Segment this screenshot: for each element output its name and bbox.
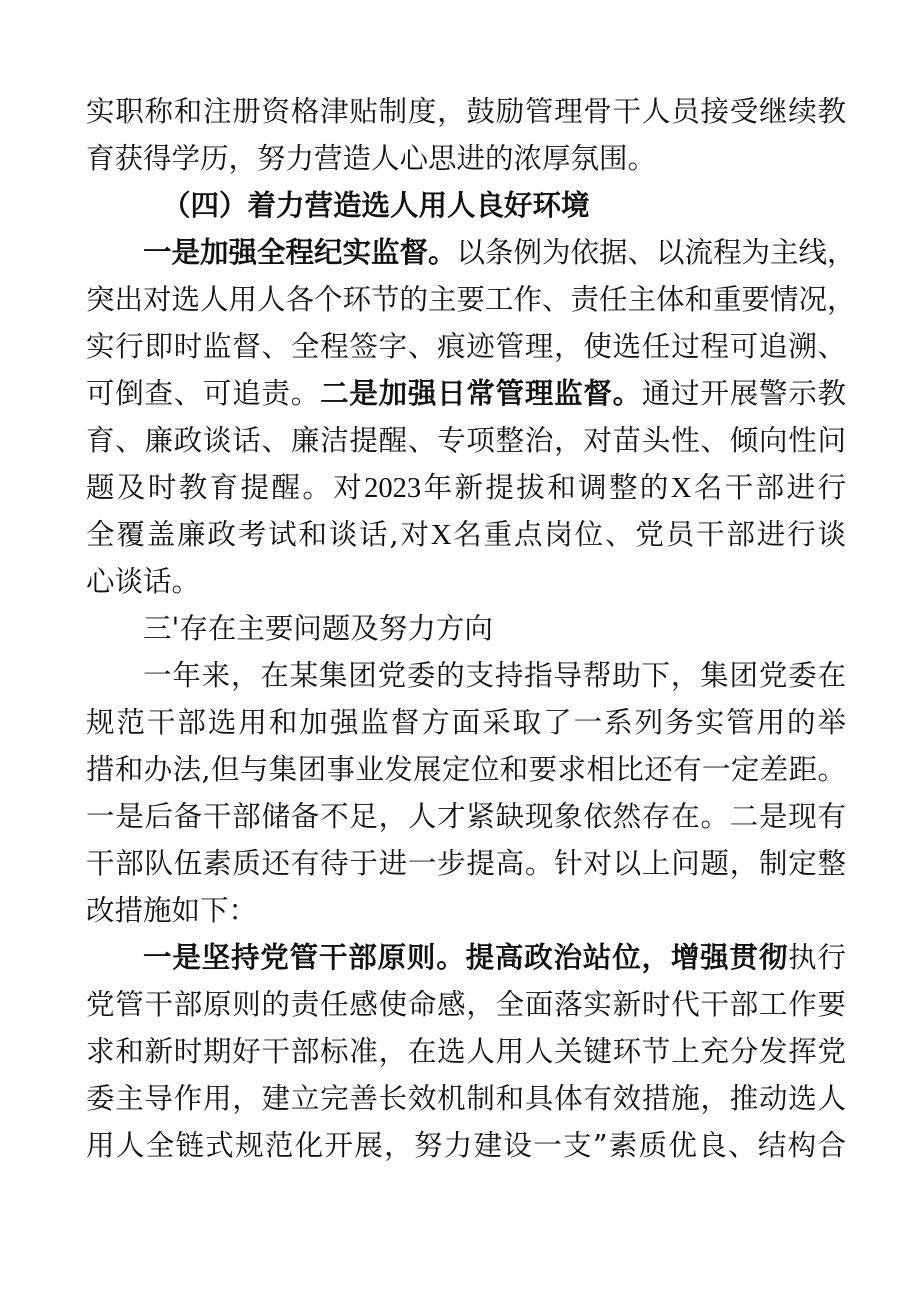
paragraph-problems-line-1: 一年来，在某集团党委的支持指导帮助下，集团党委在 <box>143 659 846 692</box>
paragraph-measures-line-4: 委主导作用，建立完善长效机制和具体有效措施，推动选人 <box>86 1082 846 1115</box>
text-run: 执行 <box>788 941 846 974</box>
document-page <box>86 88 856 1169</box>
text-run: 名重点岗位、党员干部进行谈 <box>451 518 846 551</box>
key-point-party-cadre-principle: 一是坚持党管干部原则。提高政治站位，增强贯彻 <box>143 941 789 974</box>
paragraph-problems-line-3: 措和办法,但与集团事业发展定位和要求相比还有一定差距。 <box>86 753 846 786</box>
section-heading-4: （四）着力营造选人用人良好环境 <box>162 189 590 222</box>
text-run: 题及时教育提醒。对 <box>86 471 365 504</box>
paragraph-supervision-line-4 <box>86 370 846 417</box>
paragraph-measures-line-5: 用人全链式规范化开展，努力建设一支”素质优良、结构合 <box>86 1129 846 1162</box>
key-point-full-process-supervision: 一是加强全程纪实监督。 <box>143 236 457 269</box>
placeholder-x: X <box>670 473 692 504</box>
placeholder-x: X <box>430 520 452 551</box>
text-run: 全覆盖廉政考试和谈话,对 <box>86 518 431 551</box>
text-run: 通过开展警示教 <box>641 377 846 410</box>
paragraph-supervision-line-1 <box>86 229 856 276</box>
year-value: 2023 <box>364 473 422 504</box>
text-run: 以条例为依据、以流程为主线， <box>456 236 856 269</box>
paragraph-supervision-line-8: 心谈话。 <box>86 565 201 598</box>
paragraph-measures-line-2: 党管干部原则的责任感使命感，全面落实新时代干部工作要 <box>86 988 846 1021</box>
section-heading-3: 三'存在主要问题及努力方向 <box>143 612 493 645</box>
paragraph-problems-line-4: 一是后备干部储备不足，人才紧缺现象依然存在。二是现有 <box>86 800 846 833</box>
paragraph-supervision-line-5: 育、廉政谈话、廉洁提醒、专项整治，对苗头性、倾向性问 <box>86 424 846 457</box>
paragraph-supervision-line-7 <box>86 511 846 558</box>
paragraph-problems-line-6: 改措施如下： <box>86 894 258 927</box>
text-run: 可倒查、可追责。 <box>86 377 321 410</box>
paragraph-problems-line-2: 规范干部选用和加强监督方面采取了一系列务实管用的举 <box>86 706 846 739</box>
paragraph-supervision-line-6 <box>86 464 846 511</box>
paragraph-supervision-line-2: 突出对选人用人各个环节的主要工作、责任主体和重要情况， <box>86 283 856 316</box>
text-run: 名干部进行 <box>691 471 846 504</box>
key-point-daily-supervision: 二是加强日常管理监督。 <box>320 377 642 410</box>
paragraph-intro-line-1: 实职称和注册资格津贴制度，鼓励管理骨干人员接受继续教 <box>86 95 846 128</box>
text-run: 年新提拔和调整的 <box>421 471 671 504</box>
paragraph-intro-line-2: 育获得学历，努力营造人心思进的浓厚氛围。 <box>86 142 657 175</box>
paragraph-problems-line-5: 干部队伍素质还有待于进一步提高。针对以上问题，制定整 <box>86 847 846 880</box>
paragraph-measures-line-1 <box>86 934 846 981</box>
paragraph-measures-line-3: 求和新时期好干部标准，在选人用人关键环节上充分发挥党 <box>86 1035 846 1068</box>
paragraph-supervision-line-3: 实行即时监督、全程签字、痕迹管理，使选任过程可追溯、 <box>86 330 846 363</box>
